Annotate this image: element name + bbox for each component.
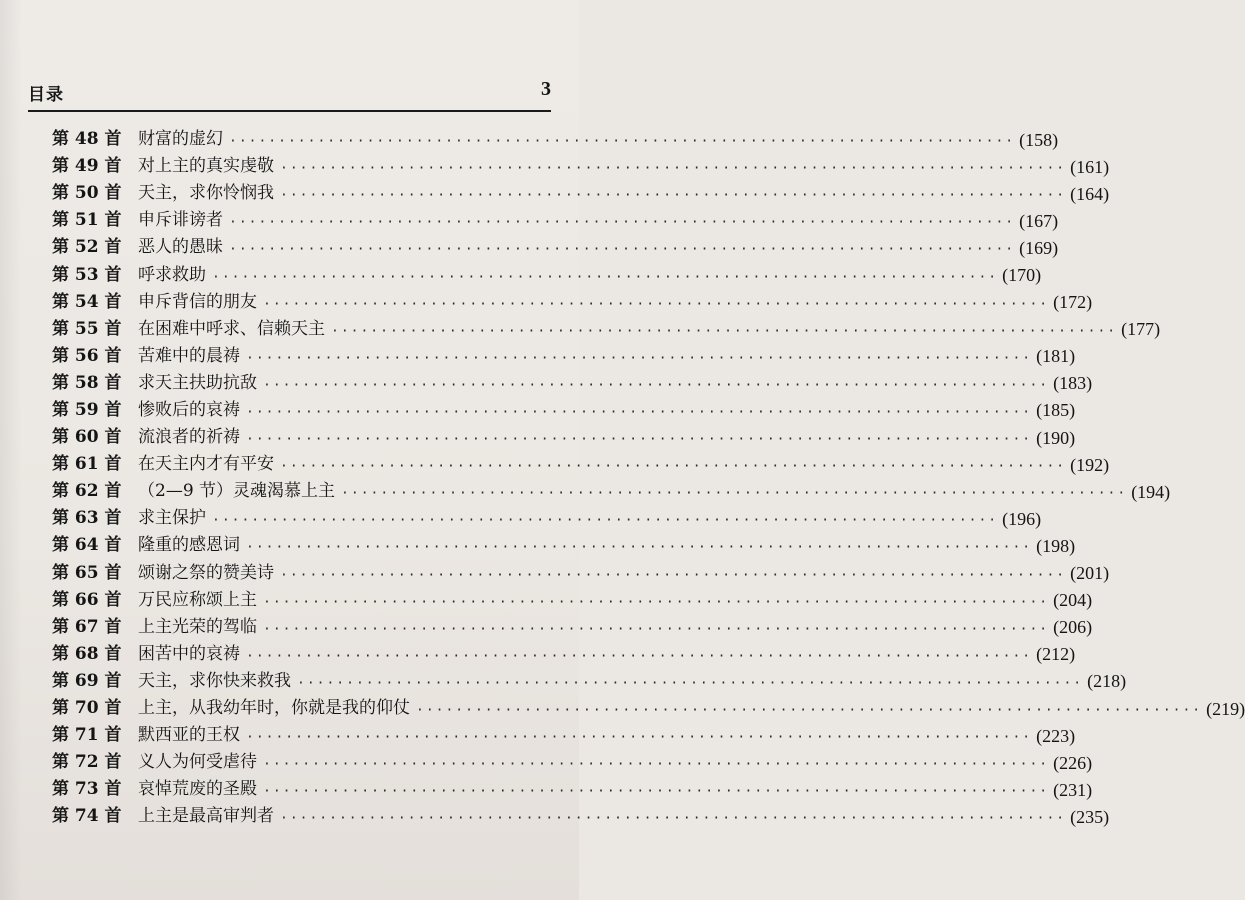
toc-entry-number: 第 51 首 [52,210,122,231]
toc-entry-page: (177) [1121,319,1161,340]
toc-entry [52,207,1059,234]
toc-entry-title: 流浪者的祈祷 [138,427,240,448]
toc-entry-page: (223) [1036,725,1076,746]
toc-entry-title: 义人为何受虐待 [138,752,257,773]
toc-entry-title: 哀悼荒废的圣殿 [138,779,257,800]
toc-entry-number: 第 64 首 [52,535,122,556]
toc-entry-page: (219) [1206,698,1245,719]
toc-entry [52,668,1127,695]
toc-entry [52,451,1110,478]
toc-entry-page: (212) [1036,644,1076,665]
toc-entry-number: 第 53 首 [52,264,122,285]
running-head-title: 目录 [28,85,64,105]
toc-entry [52,397,1076,424]
toc-entry-number: 第 50 首 [52,183,122,204]
dot-leader: ················································································ [416,703,1203,719]
toc-entry-title: 颂谢之祭的赞美诗 [138,562,274,583]
toc-entry-number: 第 56 首 [52,345,122,366]
toc-entry-title: 呼求救助 [138,264,206,285]
toc-entry-number: 第 49 首 [52,156,122,177]
dot-leader: ················································································ [280,161,1067,177]
toc-entry-title: 对上主的真实虔敬 [138,156,274,177]
toc-entry-number: 第 68 首 [52,643,122,664]
toc-entry-title: （2—9 节）灵魂渴慕上主 [138,481,336,502]
toc-entry-number: 第 65 首 [52,562,122,583]
dot-leader: ················································································ [280,811,1067,827]
toc-entry-title: 默西亚的王权 [138,725,240,746]
header-rule [28,110,551,112]
toc-entry [52,478,1171,505]
toc-entry-title: 隆重的感恩词 [138,535,240,556]
toc-entry-number: 第 66 首 [52,589,122,610]
toc-entry-title: 求天主扶助抗敌 [138,372,257,393]
toc-entry [52,587,1093,614]
toc-entry-page: (194) [1131,481,1171,502]
toc-entry-page: (170) [1002,265,1042,286]
toc-entry [52,370,1093,397]
toc-entry [52,316,1161,343]
page-number: 3 [541,78,551,100]
toc-entry-number: 第 70 首 [52,698,122,719]
toc-entry-title: 苦难中的晨祷 [138,345,240,366]
toc-entry-page: (161) [1070,156,1110,177]
toc-entry-page: (198) [1036,535,1076,556]
toc-entry-page: (218) [1087,671,1127,692]
toc-entry-page: (190) [1036,427,1076,448]
dot-leader: ················································································ [280,188,1067,204]
toc-entry-page: (169) [1019,237,1059,258]
toc-entry-page: (164) [1070,183,1110,204]
toc-entry [52,424,1076,451]
toc-entry-number: 第 72 首 [52,752,122,773]
toc-entry-title: 申斥诽谤者 [138,210,223,231]
dot-leader: ················································································ [280,459,1067,475]
toc-entry-page: (181) [1036,346,1076,367]
toc-entry-title: 上主是最高审判者 [138,806,274,827]
dot-leader: ················································································ [263,757,1050,773]
toc-entry-title: 惨败后的哀祷 [138,399,240,420]
toc-entry [52,749,1093,776]
toc-entry-number: 第 61 首 [52,454,122,475]
toc-entry [52,505,1042,532]
toc-entry [52,532,1076,559]
toc-entry-number: 第 74 首 [52,806,122,827]
dot-leader: ················································································ [297,675,1084,691]
dot-leader: ················································································ [246,350,1033,366]
toc-entry-title: 上主，从我幼年时，你就是我的仰仗 [138,698,410,719]
dot-leader: ················································································ [246,540,1033,556]
toc-entry [52,180,1110,207]
toc-entry-page: (172) [1053,292,1093,313]
toc-entry-number: 第 63 首 [52,508,122,529]
toc-entry-title: 申斥背信的朋友 [138,291,257,312]
toc-entry [52,234,1059,261]
table-of-contents [52,126,1245,830]
toc-entry-title: 在天主内才有平安 [138,454,274,475]
dot-leader: ················································································ [263,594,1050,610]
toc-entry-page: (204) [1053,590,1093,611]
dot-leader: ················································································ [263,377,1050,393]
dot-leader: ················································································ [212,269,999,285]
toc-entry [52,560,1110,587]
toc-entry-page: (226) [1053,752,1093,773]
dot-leader: ················································································ [341,486,1128,502]
dot-leader: ················································································ [229,215,1016,231]
toc-entry-number: 第 54 首 [52,291,122,312]
toc-entry-page: (235) [1070,806,1110,827]
toc-entry-number: 第 73 首 [52,779,122,800]
toc-entry-title: 求主保护 [138,508,206,529]
toc-entry [52,343,1076,370]
toc-entry-title: 困苦中的哀祷 [138,643,240,664]
toc-entry [52,776,1093,803]
toc-entry-number: 第 71 首 [52,725,122,746]
toc-entry-title: 天主，求你快来救我 [138,670,291,691]
toc-entry [52,695,1245,722]
toc-entry [52,126,1059,153]
page-header [28,80,551,110]
toc-entry [52,803,1110,830]
toc-entry-page: (231) [1053,779,1093,800]
toc-entry-page: (192) [1070,454,1110,475]
toc-entry-number: 第 62 首 [52,481,122,502]
toc-entry-number: 第 58 首 [52,372,122,393]
toc-entry-number: 第 52 首 [52,237,122,258]
toc-entry-title: 恶人的愚昧 [138,237,223,258]
toc-entry-page: (196) [1002,508,1042,529]
dot-leader: ················································································ [246,730,1033,746]
toc-entry-title: 财富的虚幻 [138,129,223,150]
toc-entry-page: (158) [1019,129,1059,150]
dot-leader: ················································································ [212,513,999,529]
dot-leader: ················································································ [229,134,1016,150]
dot-leader: ················································································ [246,648,1033,664]
dot-leader: ················································································ [246,432,1033,448]
toc-entry-number: 第 59 首 [52,399,122,420]
dot-leader: ················································································ [263,621,1050,637]
toc-entry-number: 第 67 首 [52,616,122,637]
toc-entry [52,153,1110,180]
toc-entry-title: 在困难中呼求、信赖天主 [138,318,325,339]
toc-entry [52,289,1093,316]
toc-entry-number: 第 55 首 [52,318,122,339]
toc-entry-title: 万民应称颂上主 [138,589,257,610]
dot-leader: ················································································ [263,784,1050,800]
toc-entry-number: 第 60 首 [52,427,122,448]
toc-entry [52,261,1042,288]
dot-leader: ················································································ [263,296,1050,312]
dot-leader: ················································································ [280,567,1067,583]
toc-entry [52,641,1076,668]
toc-entry-page: (206) [1053,617,1093,638]
toc-entry-page: (183) [1053,373,1093,394]
toc-entry-page: (201) [1070,563,1110,584]
toc-entry [52,722,1076,749]
dot-leader: ················································································ [246,404,1033,420]
toc-entry-number: 第 69 首 [52,670,122,691]
toc-entry-page: (185) [1036,400,1076,421]
dot-leader: ················································································ [229,242,1016,258]
toc-entry-number: 第 48 首 [52,129,122,150]
toc-entry-page: (167) [1019,210,1059,231]
toc-entry-title: 上主光荣的驾临 [138,616,257,637]
toc-entry [52,614,1093,641]
dot-leader: ················································································ [331,323,1118,339]
toc-entry-title: 天主，求你怜悯我 [138,183,274,204]
